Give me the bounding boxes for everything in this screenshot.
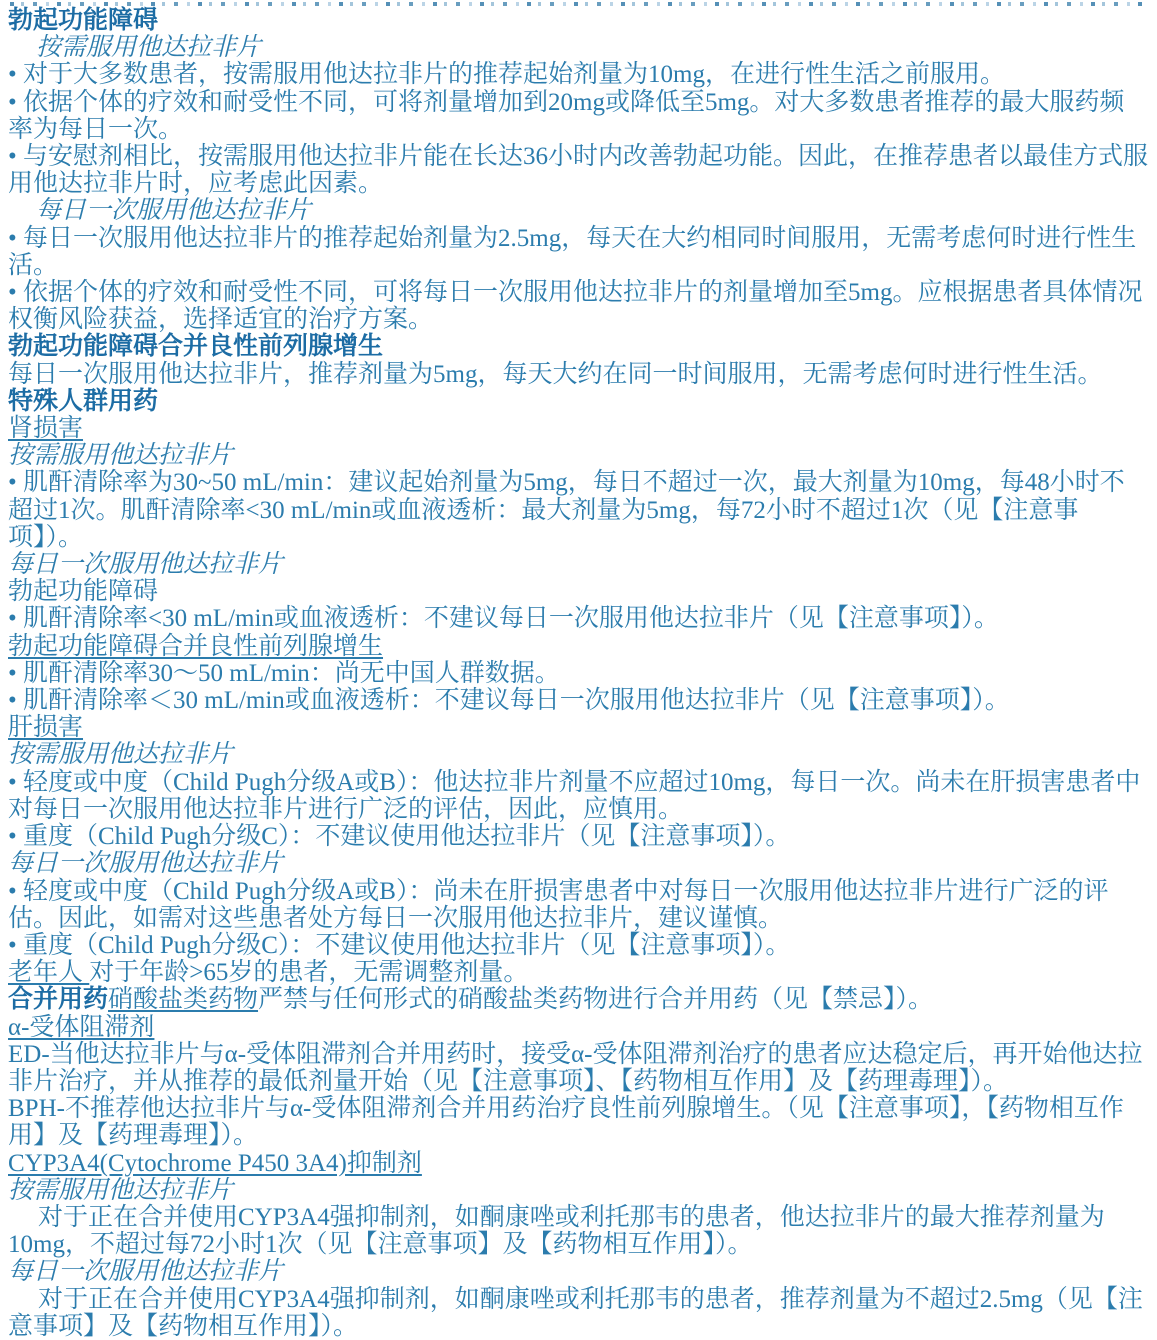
subheading-as-needed-use-hepatic — [8, 741, 1149, 768]
para-bph-alpha-blockers-run: BPH-不推荐他达拉非片与α-受体阻滞剂合并用药治疗良性前列腺增生。（见【注意事项】，【药物相互作用】及【药理毒理】）。 — [8, 1095, 1124, 1150]
subheading-once-daily-use-hepatic-run: 每日一次服用他达拉非片 — [8, 850, 284, 878]
subheading-ed-bph-renal — [8, 633, 1149, 660]
para-cyp3a4-as-needed-max-10mg — [8, 1204, 1149, 1258]
bullet-36-hours-effect-run: • 与安慰剂相比，按需服用他达拉非片能在长达36小时内改善勃起功能。因此，在推荐患者以最佳方式服用他达拉非片时，应考虑此因素。 — [8, 143, 1149, 198]
para-concomitant-nitrates-run: 合并用药 — [8, 986, 109, 1014]
subheading-once-daily-use-renal-run: 每日一次服用他达拉非片 — [8, 551, 284, 579]
label-ed-renal-run: 勃起功能障碍 — [8, 578, 159, 606]
para-concomitant-nitrates — [8, 986, 1149, 1013]
subheading-alpha-blockers — [8, 1014, 1149, 1041]
subheading-once-daily-use-cyp3a4-run: 每日一次服用他达拉非片 — [8, 1258, 284, 1286]
para-elderly-run: 对于年龄>65岁的患者，无需调整剂量。 — [89, 959, 529, 987]
bullet-crcl-30-50-as-needed — [8, 469, 1149, 551]
subheading-once-daily-use-hepatic — [8, 850, 1149, 877]
bullet-once-daily-increase-5mg — [8, 279, 1149, 333]
bullet-starting-dose-10mg-run: • 对于大多数患者，按需服用他达拉非片的推荐起始剂量为10mg，在进行性生活之前服用。 — [8, 61, 1005, 89]
heading-special-populations — [8, 388, 1149, 415]
bullet-child-pugh-c-once-daily — [8, 932, 1149, 959]
subheading-alpha-blockers-run: α-受体阻滞剂 — [8, 1013, 155, 1041]
subheading-ed-bph-renal-run: 勃起功能障碍合并良性前列腺增生 — [8, 632, 384, 660]
subheading-renal-impairment — [8, 415, 1149, 442]
heading-erectile-dysfunction-run: 勃起功能障碍 — [8, 7, 159, 34]
subheading-as-needed-use-renal-run: 按需服用他达拉非片 — [8, 442, 234, 470]
bullet-child-pugh-c-as-needed-run: • 重度（Child Pugh分级C）：不建议使用他达拉非片（见【注意事项】）。 — [8, 823, 791, 851]
clipped-text-remnant — [10, 2, 1147, 6]
bullet-once-daily-increase-5mg-run: • 依据个体的疗效和耐受性不同，可将每日一次服用他达拉非片的剂量增加至5mg。应根据患者具体情况权衡风险获益，选择适宜的治疗方案。 — [8, 279, 1143, 334]
bullet-crcl-30-50-as-needed-run: • 肌酐清除率为30~50 mL/min：建议起始剂量为5mg，每日不超过一次，最大剂量为10mg，每48小时不超过1次。肌酐清除率<30 mL/min或血液透析：最大剂量为5mg，每72小时不超过1次（见【注意事项】）。 — [8, 469, 1125, 551]
subheading-once-daily-use-renal — [8, 551, 1149, 578]
para-concomitant-nitrates-run: 严禁与任何形式的硝酸盐类药物进行合并用药（见【禁忌】）。 — [258, 986, 934, 1014]
bullet-crcl-under-30-ed — [8, 605, 1149, 632]
bullet-child-pugh-c-as-needed — [8, 823, 1149, 850]
para-ed-bph-dose-5mg-run: 每日一次服用他达拉非片，推荐剂量为5mg，每天大约在同一时间服用，无需考虑何时进行性生活。 — [8, 360, 1103, 388]
bullet-child-pugh-ab-as-needed — [8, 769, 1149, 823]
subheading-as-needed-use — [8, 34, 1149, 61]
label-ed-renal — [8, 578, 1149, 605]
bullet-dose-adjust-20mg-5mg-run: • 依据个体的疗效和耐受性不同，可将剂量增加到20mg或降低至5mg。对大多数患者推荐的最大服药频率为每日一次。 — [8, 88, 1125, 143]
bullet-child-pugh-ab-once-daily-run: • 轻度或中度（Child Pugh分级A或B）：尚未在肝损害患者中对每日一次服用他达拉非片进行广泛的评估。因此，如需对这些患者处方每日一次服用他达拉非片，建议谨慎。 — [8, 877, 1109, 932]
document-body — [0, 7, 1157, 1340]
para-cyp3a4-once-daily-max-2-5mg-run: 对于正在合并使用CYP3A4强抑制剂，如酮康唑或利托那韦的患者，推荐剂量为不超过2.5mg（见【注意事项】及【药物相互作用】）。 — [8, 1285, 1143, 1340]
bullet-crcl-under-30-ed-run: • 肌酐清除率<30 mL/min或血液透析：不建议每日一次服用他达拉非片（见【注意事项】）。 — [8, 605, 999, 633]
bullet-crcl-30-50-no-china-data-run: • 肌酐清除率30～50 mL/min：尚无中国人群数据。 — [8, 659, 560, 687]
bullet-child-pugh-c-once-daily-run: • 重度（Child Pugh分级C）：不建议使用他达拉非片（见【注意事项】）。 — [8, 931, 791, 959]
para-ed-alpha-blockers-run: ED-当他达拉非片与α-受体阻滞剂合并用药时，接受α-受体阻滞剂治疗的患者应达稳定后，再开始他达拉非片治疗，并从推荐的最低剂量开始（见【注意事项】、【药物相互作用】及【药理毒理】）。 — [8, 1040, 1143, 1095]
para-ed-alpha-blockers — [8, 1041, 1149, 1095]
heading-ed-with-bph-run: 勃起功能障碍合并良性前列腺增生 — [8, 333, 384, 361]
subheading-hepatic-impairment — [8, 714, 1149, 741]
bullet-starting-dose-10mg — [8, 61, 1149, 88]
subheading-as-needed-use-cyp3a4-run: 按需服用他达拉非片 — [8, 1176, 234, 1204]
subheading-as-needed-use-run: 按需服用他达拉非片 — [36, 34, 262, 62]
para-elderly-run: 老年人 — [8, 959, 90, 987]
subheading-hepatic-impairment-run: 肝损害 — [8, 714, 84, 742]
bullet-child-pugh-ab-as-needed-run: • 轻度或中度（Child Pugh分级A或B）：他达拉非片剂量不应超过10mg，每日一次。尚未在肝损害患者中对每日一次服用他达拉非片进行广泛的评估，因此，应慎用。 — [8, 768, 1141, 823]
subheading-as-needed-use-cyp3a4 — [8, 1177, 1149, 1204]
bullet-child-pugh-ab-once-daily — [8, 878, 1149, 932]
para-bph-alpha-blockers — [8, 1095, 1149, 1149]
para-cyp3a4-once-daily-max-2-5mg — [8, 1286, 1149, 1340]
bullet-once-daily-2-5mg-run: • 每日一次服用他达拉非片的推荐起始剂量为2.5mg，每天在大约相同时间服用，无需考虑何时进行性生活。 — [8, 224, 1137, 279]
drug-insert-page — [0, 2, 1157, 1338]
subheading-cyp3a4-inhibitors-run: CYP3A4(Cytochrome P450 3A4)抑制剂 — [8, 1149, 422, 1177]
subheading-once-daily-use-cyp3a4 — [8, 1258, 1149, 1285]
heading-special-populations-run: 特殊人群用药 — [8, 387, 159, 415]
para-cyp3a4-as-needed-max-10mg-run: 对于正在合并使用CYP3A4强抑制剂，如酮康唑或利托那韦的患者，他达拉非片的最大推荐剂量为10mg，不超过每72小时1次（见【注意事项】及【药物相互作用】）。 — [8, 1203, 1105, 1259]
subheading-cyp3a4-inhibitors — [8, 1150, 1149, 1177]
para-concomitant-nitrates-run: 硝酸盐类药物 — [108, 986, 259, 1014]
bullet-once-daily-2-5mg — [8, 225, 1149, 279]
heading-erectile-dysfunction — [8, 7, 1149, 34]
subheading-once-daily-use — [8, 197, 1149, 224]
heading-ed-with-bph — [8, 333, 1149, 360]
para-ed-bph-dose-5mg — [8, 361, 1149, 388]
bullet-36-hours-effect — [8, 143, 1149, 197]
para-elderly — [8, 959, 1149, 986]
subheading-as-needed-use-hepatic-run: 按需服用他达拉非片 — [8, 741, 234, 769]
subheading-once-daily-use-run: 每日一次服用他达拉非片 — [36, 197, 312, 225]
bullet-crcl-under-30-ed-bph — [8, 687, 1149, 714]
subheading-renal-impairment-run: 肾损害 — [8, 415, 84, 443]
bullet-crcl-30-50-no-china-data — [8, 660, 1149, 687]
subheading-as-needed-use-renal — [8, 442, 1149, 469]
bullet-crcl-under-30-ed-bph-run: • 肌酐清除率＜30 mL/min或血液透析：不建议每日一次服用他达拉非片（见【注意事项】）。 — [8, 687, 1010, 715]
bullet-dose-adjust-20mg-5mg — [8, 89, 1149, 143]
